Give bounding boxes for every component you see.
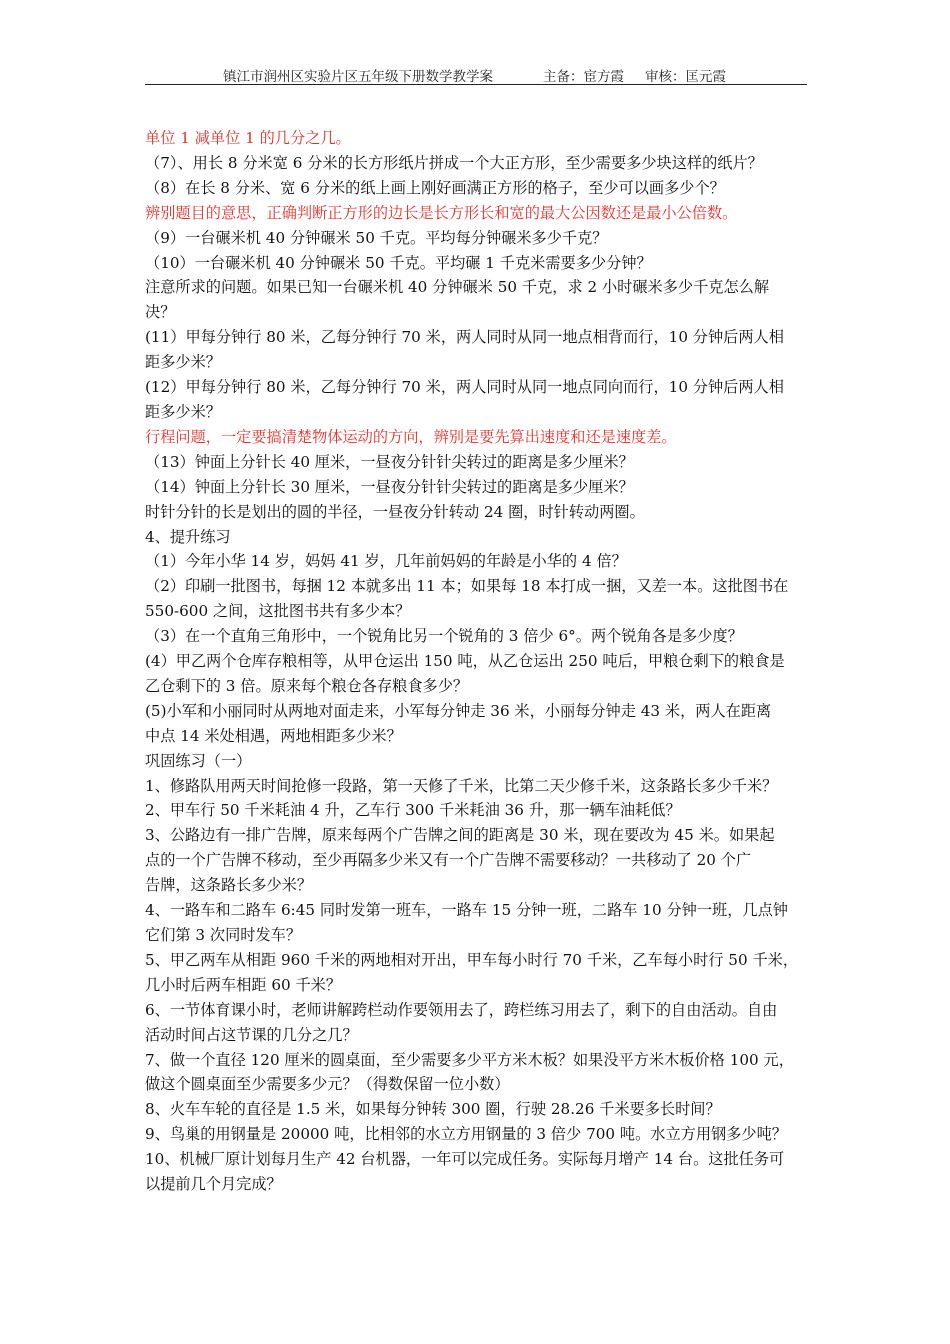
text-line: 4、提升练习 <box>145 527 231 546</box>
highlight-note-line: 辨别题目的意思，正确判断正方形的边长是长方形长和宽的最大公因数还是最小公倍数。 <box>145 203 738 222</box>
text-line: 以提前几个月完成？ <box>145 1175 282 1194</box>
text-line: (5)小军和小丽同时从两地对面走来，小军每分钟走 36 米，小丽每分钟走 43 米，两人在距离 <box>145 701 772 720</box>
text-line: 做这个圆桌面至少需要多少元？（得数保留一位小数） <box>145 1075 510 1094</box>
text-line: (11）甲每分钟行 80 米，乙每分钟行 70 米，两人同时从同一地点相背而行，10 分钟后两人相 <box>145 328 784 347</box>
text-line: 几小时后两车相距 60 千米？ <box>145 975 342 994</box>
text-line: 2、甲车行 50 千米耗油 4 升，乙车行 300 千米耗油 36 升，那一辆车油耗低？ <box>145 801 681 820</box>
text-line: 点的一个广告牌不移动，至少再隔多少米又有一个广告牌不需要移动？一共移动了 20 个广 <box>145 851 752 870</box>
text-line: 8、火车车轮的直径是 1.5 米，如果每分钟转 300 圈，行驶 28.26 千米要多长时间？ <box>145 1100 721 1119</box>
text-line: （10）一台碾米机 40 分钟碾米 50 千克。平均碾 1 千克米需要多少分钟？ <box>145 253 652 272</box>
text-line: （9）一台碾米机 40 分钟碾米 50 千克。平均每分钟碾米多少千克？ <box>145 228 608 247</box>
text-line: 1、修路队用两天时间抢修一段路，第一天修了千米，比第二天少修千米，这条路长多少千米？ <box>145 776 778 795</box>
text-line: （3）在一个直角三角形中，一个锐角比另一个锐角的 3 倍少 6°。两个锐角各是多少度？ <box>145 627 743 646</box>
header-title: 镇江市润州区实验片区五年级下册数学教学案 <box>223 69 493 85</box>
text-line: 中点 14 米处相遇，两地相距多少米？ <box>145 726 402 745</box>
highlight-note-line: 单位 1 减单位 1 的几分之几。 <box>145 129 351 147</box>
text-line: 4、一路车和二路车 6:45 同时发第一班车，一路车 15 分钟一班，二路车 10 分钟一班，几点钟 <box>145 901 788 920</box>
text-line: 9、鸟巢的用钢量是 20000 吨，比相邻的水立方用钢量的 3 倍少 700 吨。水立方用钢多少吨？ <box>145 1125 787 1144</box>
text-line: 决？ <box>145 303 176 322</box>
page-header <box>145 64 807 85</box>
header-author: 主备：宦方霞 <box>543 69 624 85</box>
text-line: （1）今年小华 14 岁，妈妈 41 岁，几年前妈妈的年龄是小华的 4 倍？ <box>145 552 627 571</box>
text-line: （2）印刷一批图书，每捆 12 本就多出 11 本；如果每 18 本打成一捆，又差一本。这批图书在 <box>145 577 789 596</box>
text-line: 3、公路边有一排广告牌，原来每两个广告牌之间的距离是 30 米，现在要改为 45 米。如果起 <box>145 826 775 845</box>
text-line: (4）甲乙两个仓库存粮相等，从甲仓运出 150 吨，从乙仓运出 250 吨后，甲粮仓剩下的粮食是 <box>145 652 785 671</box>
text-line: 550-600 之间，这批图书共有多少本？ <box>145 602 411 621</box>
text-line: 注意所求的问题。如果已知一台碾米机 40 分钟碾米 50 千克，求 2 小时碾米多少千克怎么解 <box>145 278 770 297</box>
text-line: 告牌，这条路长多少米？ <box>145 876 313 895</box>
text-line: 10、机械厂原计划每月生产 42 台机器，一年可以完成任务。实际每月增产 14 台。这批任务可 <box>145 1150 785 1169</box>
text-line: （13）钟面上分针长 40 厘米，一昼夜分针针尖转过的距离是多少厘米？ <box>145 452 634 471</box>
text-line: （14）钟面上分针长 30 厘米，一昼夜分针针尖转过的距离是多少厘米？ <box>145 477 634 496</box>
document-body <box>145 126 810 1197</box>
text-line: （8）在长 8 分米、宽 6 分米的纸上画上刚好画满正方形的格子，至少可以画多少个？ <box>145 178 725 197</box>
highlight-note-line: 行程问题，一定要搞清楚物体运动的方向，辨别是要先算出速度和还是速度差。 <box>145 427 677 446</box>
text-line: (12）甲每分钟行 80 米，乙每分钟行 70 米，两人同时从同一地点同向而行，10 分钟后两人相 <box>145 378 784 397</box>
text-line: 时针分针的长是划出的圆的半径，一昼夜分针转动 24 圈，时针转动两圈。 <box>145 502 645 521</box>
text-line: 巩固练习（一） <box>145 751 252 770</box>
header-reviewer: 审核：匡元霞 <box>645 69 726 85</box>
text-line: 距多少米？ <box>145 402 221 421</box>
text-line: 乙仓剩下的 3 倍。原来每个粮仓各存粮食多少？ <box>145 676 469 695</box>
text-line: 6、一节体育课小时，老师讲解跨栏动作要领用去了，跨栏练习用去了，剩下的自由活动。自由 <box>145 1000 778 1019</box>
text-line: 活动时间占这节课的几分之几？ <box>145 1025 358 1044</box>
text-line: （7）、用长 8 分米宽 6 分米的长方形纸片拼成一个大正方形，至少需要多少块这样的纸片？ <box>145 153 763 172</box>
text-line: 5、甲乙两车从相距 960 千米的两地相对开出，甲车每小时行 70 千米，乙车每小时行 50 千米， <box>145 950 799 969</box>
text-line: 7、做一个直径 120 厘米的圆桌面，至少需要多少平方米木板？如果没平方米木板价格 100 元， <box>145 1050 794 1069</box>
text-line: 距多少米？ <box>145 353 221 372</box>
text-line: 它们第 3 次同时发车？ <box>145 926 302 944</box>
